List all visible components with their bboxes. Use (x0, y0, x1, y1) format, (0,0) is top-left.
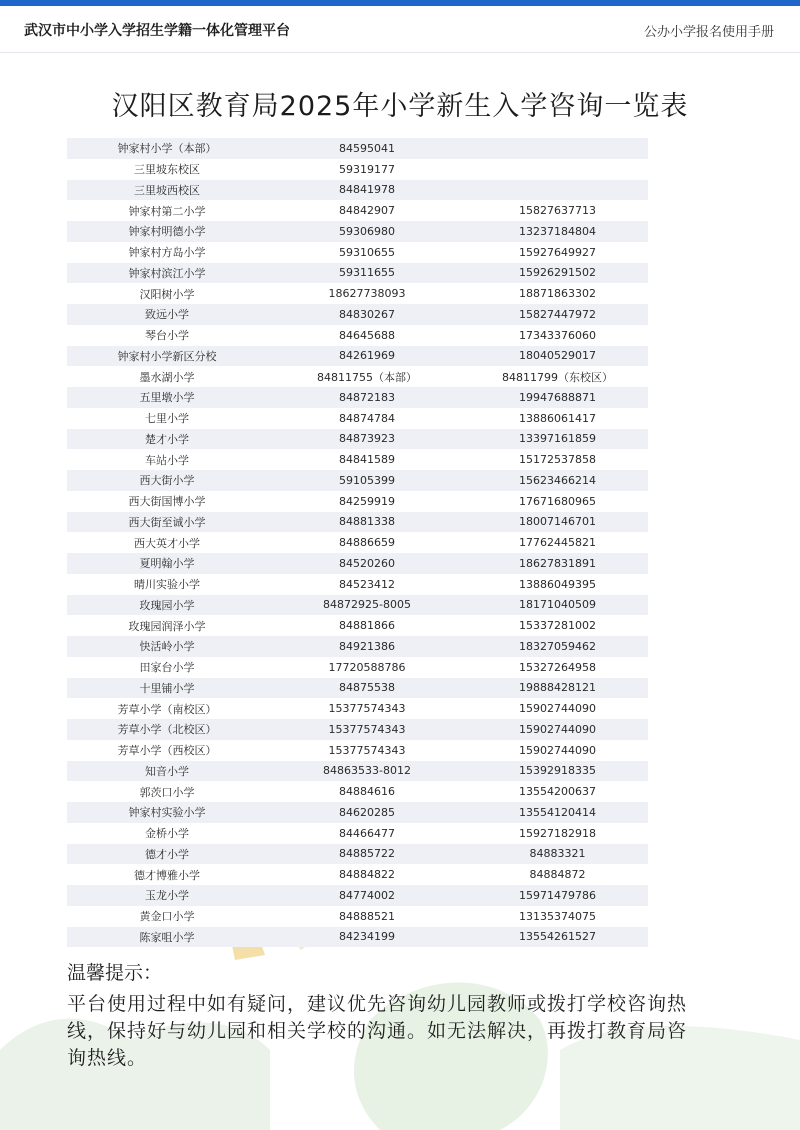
phone-cell: 84620285 (339, 805, 395, 819)
table-row (67, 553, 648, 574)
school-name-cell: 夏明翰小学 (139, 557, 195, 571)
table-row (67, 387, 648, 408)
school-name-cell: 玫瑰园润泽小学 (128, 619, 206, 633)
phone-cell: 84872925-8005 (323, 598, 411, 612)
school-name-cell: 黄金口小学 (139, 910, 195, 924)
alt-phone-cell: 18871863302 (519, 287, 596, 301)
school-name-cell: 知音小学 (145, 764, 189, 778)
table-row (67, 366, 648, 387)
school-name-cell: 德才博雅小学 (134, 868, 200, 882)
school-name-cell: 郭茨口小学 (139, 785, 195, 799)
table-row (67, 180, 648, 201)
alt-phone-cell: 15172537858 (519, 453, 596, 467)
phone-cell: 84520260 (339, 556, 395, 570)
table-row (67, 615, 648, 636)
alt-phone-cell: 15827637713 (519, 204, 596, 218)
phone-cell: 17720588786 (328, 660, 406, 674)
table-row (67, 864, 648, 885)
alt-phone-cell: 15902744090 (519, 722, 596, 736)
phone-cell: 84875538 (339, 681, 395, 695)
alt-phone-cell: 18171040509 (519, 598, 596, 612)
phone-cell: 59319177 (339, 162, 395, 176)
phone-cell: 84921386 (339, 639, 395, 653)
phone-cell: 15377574343 (328, 702, 406, 716)
phone-cell: 84885722 (339, 847, 395, 861)
table-row (67, 844, 648, 865)
table-row (67, 678, 648, 699)
phone-cell: 59306980 (339, 224, 395, 238)
alt-phone-cell: 18327059462 (519, 639, 596, 653)
phone-cell: 84841589 (339, 453, 395, 467)
phone-cell: 84841978 (339, 183, 395, 197)
school-name-cell: 钟家村小学新区分校 (117, 349, 217, 363)
document-title: 汉阳区教育局2025年小学新生入学咨询一览表 (111, 91, 689, 122)
table-row (67, 221, 648, 242)
table-row (67, 906, 648, 927)
school-name-cell: 芳草小学（北校区） (117, 723, 217, 737)
phone-cell: 15377574343 (328, 722, 406, 736)
school-name-cell: 西大英才小学 (134, 536, 200, 550)
alt-phone-cell: 13554200637 (519, 785, 596, 799)
phone-cell: 59310655 (339, 245, 395, 259)
table-row (67, 927, 648, 948)
alt-phone-cell: 13397161859 (519, 432, 596, 446)
table-row (67, 740, 648, 761)
school-name-cell: 楚才小学 (145, 432, 189, 446)
table-row (67, 512, 648, 533)
alt-phone-cell: 18007146701 (519, 515, 596, 529)
table-row (67, 823, 648, 844)
school-name-cell: 西大街小学 (139, 474, 195, 488)
phone-cell: 84884822 (339, 868, 395, 882)
phone-cell: 84888521 (339, 909, 395, 923)
school-name-cell: 陈家咀小学 (139, 930, 195, 944)
phone-cell: 84881866 (339, 619, 395, 633)
table-row (67, 242, 648, 263)
alt-phone-cell: 13554261527 (519, 930, 596, 944)
phone-cell: 84886659 (339, 536, 395, 550)
table-row (67, 595, 648, 616)
alt-phone-cell: 15623466214 (519, 473, 596, 487)
school-name-cell: 玉龙小学 (145, 889, 189, 903)
alt-phone-cell: 15971479786 (519, 888, 596, 902)
table-row (67, 636, 648, 657)
school-name-cell: 墨水湖小学 (139, 370, 195, 384)
alt-phone-cell: 15926291502 (519, 266, 596, 280)
alt-phone-cell: 84883321 (529, 847, 586, 861)
phone-cell: 59311655 (339, 266, 395, 280)
table-row (67, 200, 648, 221)
phone-cell: 84259919 (339, 494, 395, 508)
school-name-cell: 德才小学 (145, 847, 189, 861)
school-name-cell: 晴川实验小学 (134, 578, 200, 592)
alt-phone-cell: 15392918335 (519, 764, 596, 778)
alt-phone-cell: 15337281002 (519, 619, 596, 633)
phone-cell: 84774002 (339, 888, 395, 902)
tips-title: 温馨提示： (67, 962, 163, 984)
phone-cell: 84863533-8012 (323, 764, 411, 778)
phone-cell: 84234199 (339, 930, 395, 944)
school-name-cell: 钟家村小学（本部） (117, 142, 217, 156)
alt-phone-cell: 17343376060 (519, 328, 596, 342)
phone-cell: 84874784 (339, 411, 395, 425)
table-row (67, 138, 648, 159)
alt-phone-cell: 13554120414 (519, 805, 596, 819)
phone-cell: 84884616 (339, 785, 395, 799)
phone-cell: 18627738093 (328, 287, 406, 301)
alt-phone-cell: 17671680965 (519, 494, 596, 508)
alt-phone-cell: 84884872 (529, 868, 586, 882)
tips-section (67, 958, 687, 1072)
alt-phone-cell: 19888428121 (519, 681, 596, 695)
school-name-cell: 芳草小学（南校区） (117, 702, 217, 716)
school-name-cell: 致远小学 (145, 308, 189, 322)
table-row (67, 325, 648, 346)
manual-link[interactable]: 公办小学报名使用手册 (643, 25, 774, 40)
table-row (67, 408, 648, 429)
table-row (67, 532, 648, 553)
school-name-cell: 五里墩小学 (139, 391, 195, 405)
school-name-cell: 西大街至诚小学 (128, 515, 206, 529)
phone-cell: 84595041 (339, 141, 395, 155)
school-name-cell: 十里铺小学 (139, 681, 195, 695)
alt-phone-cell: 15327264958 (519, 660, 596, 674)
table-row (67, 885, 648, 906)
alt-phone-cell: 15902744090 (519, 743, 596, 757)
school-name-cell: 七里小学 (145, 412, 189, 426)
school-name-cell: 金桥小学 (145, 827, 189, 841)
school-name-cell: 钟家村实验小学 (128, 806, 206, 820)
table-row (67, 346, 648, 367)
table-row (67, 698, 648, 719)
alt-phone-cell: 84811799（东校区） (502, 370, 613, 384)
alt-phone-cell: 18627831891 (519, 556, 596, 570)
alt-phone-cell: 13237184804 (519, 224, 596, 238)
school-name-cell: 钟家村明德小学 (128, 225, 206, 239)
table-row (67, 263, 648, 284)
alt-phone-cell: 15902744090 (519, 702, 596, 716)
phone-cell: 84881338 (339, 515, 395, 529)
alt-phone-cell: 18040529017 (519, 349, 596, 363)
phone-cell: 84261969 (339, 349, 395, 363)
phone-cell: 84811755（本部） (317, 370, 417, 384)
phone-cell: 84466477 (339, 826, 395, 840)
table-row (67, 719, 648, 740)
school-name-cell: 芳草小学（西校区） (117, 744, 217, 758)
table-row (67, 574, 648, 595)
table-row (67, 761, 648, 782)
table-row (67, 429, 648, 450)
phone-cell: 84830267 (339, 307, 395, 321)
school-name-cell: 钟家村方岛小学 (128, 246, 206, 260)
table-row (67, 283, 648, 304)
school-name-cell: 车站小学 (145, 453, 189, 467)
table-row (67, 304, 648, 325)
phone-cell: 84645688 (339, 328, 395, 342)
school-name-cell: 汉阳树小学 (139, 287, 195, 301)
school-name-cell: 玫瑰园小学 (139, 598, 195, 612)
school-name-cell: 田家台小学 (139, 661, 195, 675)
school-name-cell: 三里坡西校区 (134, 183, 200, 197)
school-name-cell: 琴台小学 (145, 329, 189, 343)
school-name-cell: 钟家村第二小学 (128, 204, 206, 218)
consultation-table (67, 138, 648, 947)
table-row (67, 159, 648, 180)
table-row (67, 781, 648, 802)
alt-phone-cell: 15827447972 (519, 307, 596, 321)
alt-phone-cell: 13886049395 (519, 577, 596, 591)
platform-title: 武汉市中小学入学招生学籍一体化管理平台 (24, 23, 290, 39)
school-name-cell: 钟家村滨江小学 (128, 266, 206, 280)
table-row (67, 802, 648, 823)
table-row (67, 470, 648, 491)
table-row (67, 491, 648, 512)
phone-cell: 84842907 (339, 204, 395, 218)
alt-phone-cell: 15927649927 (519, 245, 596, 259)
phone-cell: 84872183 (339, 390, 395, 404)
alt-phone-cell: 13135374075 (519, 909, 596, 923)
table-row (67, 449, 648, 470)
alt-phone-cell: 13886061417 (519, 411, 596, 425)
phone-cell: 15377574343 (328, 743, 406, 757)
phone-cell: 84873923 (339, 432, 395, 446)
school-name-cell: 三里坡东校区 (134, 163, 200, 177)
phone-cell: 59105399 (339, 473, 395, 487)
tips-body: 平台使用过程中如有疑问，建议优先咨询幼儿园教师或拨打学校咨询热线，保持好与幼儿园和相关学校的沟通。如无法解决，再拨打教育局咨询热线。 (67, 993, 688, 1069)
phone-cell: 84523412 (339, 577, 395, 591)
school-name-cell: 西大街国博小学 (128, 495, 206, 509)
app-header (0, 6, 800, 53)
table-row (67, 657, 648, 678)
alt-phone-cell: 17762445821 (519, 536, 596, 550)
school-name-cell: 快活岭小学 (139, 640, 195, 654)
alt-phone-cell: 19947688871 (519, 390, 596, 404)
alt-phone-cell: 15927182918 (519, 826, 596, 840)
